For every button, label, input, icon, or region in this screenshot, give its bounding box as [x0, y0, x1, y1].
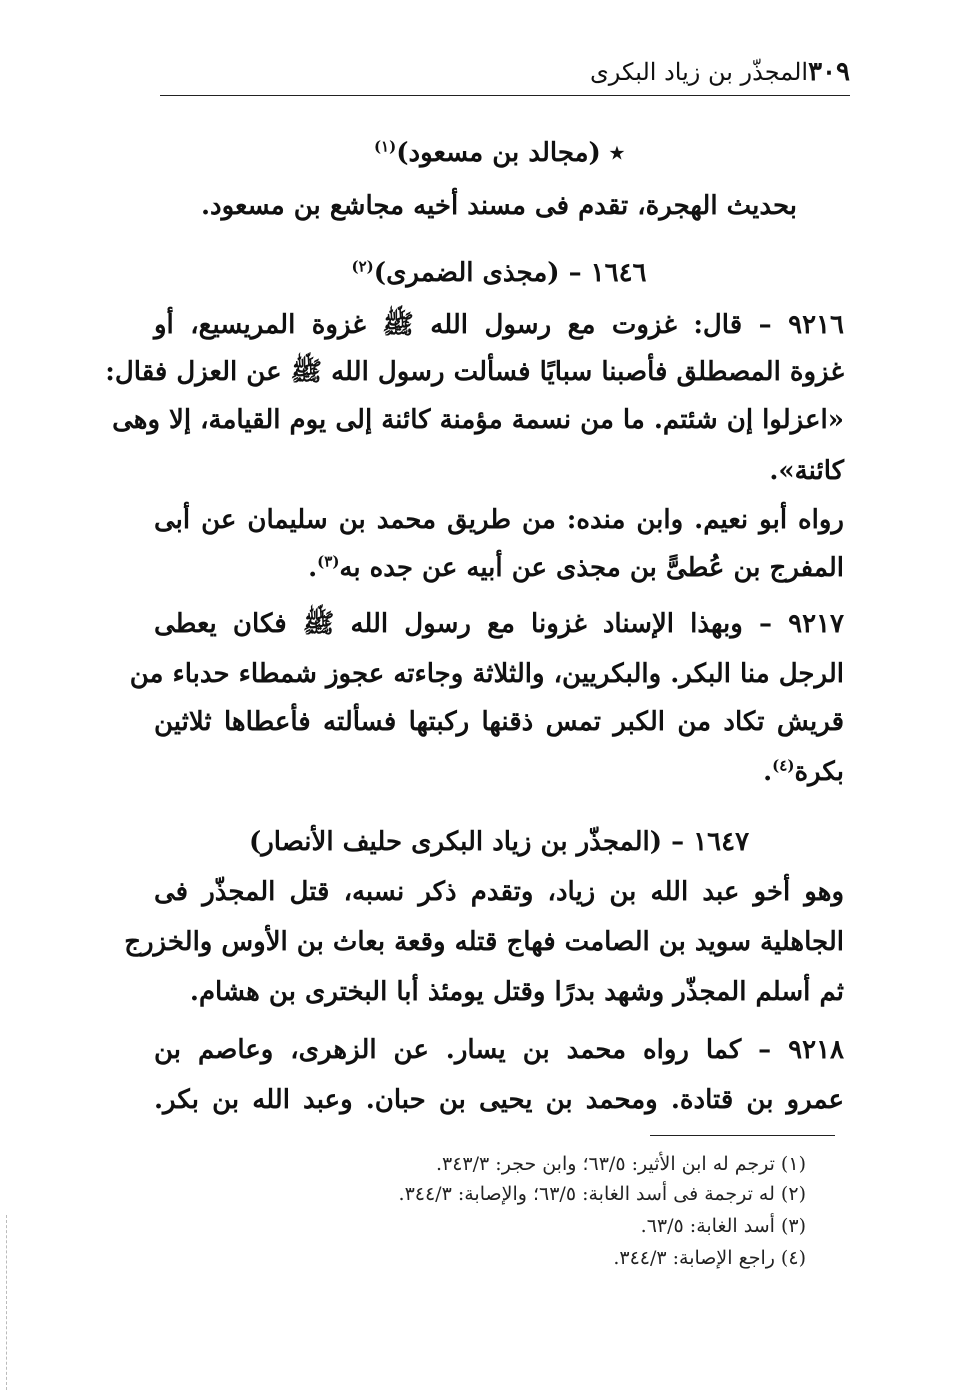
text-line: غزوة المصطلق فأصبنا سبايًا فسألت رسول الله ﷺ عن العزل فقال:	[105, 357, 844, 387]
text-line: بكرة$^{(٤)}$.	[763, 756, 844, 787]
page-number: ٣٠٩	[808, 57, 850, 87]
running-title: المجذّر بن زياد البكرى	[589, 58, 809, 86]
header-rule	[160, 95, 850, 96]
text-line: رواه أبو نعيم. وابن منده: من طريق محمد بن سليمان عن أبى	[154, 505, 844, 535]
hadith-9216: ٩٢١٦ – قال: غزوت مع رسول الله ﷺ غزوة المريسيع، أو	[154, 310, 844, 340]
text-line: وهو أخو عبد الله بن زياد، وتقدم ذكر نسبه، قتل المجذّر فى	[154, 877, 844, 907]
footnote-3: (٣) أسد الغابة: ٦٣/٥.	[640, 1215, 806, 1237]
text-line: عمرو بن قتادة. ومحمد بن يحيى بن حبان. وعبد الله بن بكر.	[154, 1085, 844, 1115]
running-header	[160, 52, 850, 92]
footnote-4: (٤) راجع الإصابة: ٣٤٤/٣.	[613, 1247, 806, 1269]
text-line: «اعزلوا إن شئتم. ما من نسمة مؤمنة كائنة إلى يوم القيامة، إلا وهى	[112, 405, 844, 435]
entry-heading-1646: ١٦٤٦ – (مجذى الضمرى)$^{(٢)}$	[351, 257, 647, 288]
text-line: كائنة».	[769, 456, 844, 486]
text-line: بحديث الهجرة، تقدم فى مسند أخيه مجاشع بن مسعود.	[200, 191, 798, 221]
entry-heading-mujalid: ٭ (مجالد بن مسعود)$^{(١)}$	[373, 137, 625, 168]
hadith-9217: ٩٢١٧ – وبهذا الإسناد غزونا مع رسول الله ﷺ فكان يعطى	[154, 609, 844, 639]
footnote-rule	[650, 1135, 835, 1136]
scan-edge-marks	[6, 1215, 9, 1390]
text-line: قريش تكاد من الكبر تمس ذقنها ركبتها فسألته فأعطاها ثلاثين	[154, 707, 844, 737]
text-line: الجاهلية سويد بن الصامت فهاج قتله وقعة بعاث بن الأوس والخزرج	[124, 927, 844, 957]
footnote-1: (١) ترجم له ابن الأثير: ٦٣/٥؛ وابن حجر: ٣٤٣/٣.	[435, 1153, 806, 1175]
text-line: المفرج بن عُطىًّ بن مجذى عن أبيه عن جده به$^{(٣)}$.	[308, 552, 844, 583]
text-line: الرجل منا البكر. والبكريين، والثلاثة وجاءته عجوز شمطاء حدباء من	[129, 659, 844, 689]
hadith-9218: ٩٢١٨ – كما رواه محمد بن يسار. عن الزهرى، وعاصم بن	[154, 1035, 844, 1065]
entry-heading-1647: ١٦٤٧ – (المجذّر بن زياد البكرى حليف الأنصار)	[248, 827, 750, 857]
text-line: ثم أسلم المجذّر وشهد بدرًا وقتل يومئذ أبا البخترى بن هشام.	[189, 977, 844, 1007]
footnote-2: (٢) له ترجمة فى أسد الغابة: ٦٣/٥؛ والإصابة: ٣٤٤/٣.	[398, 1183, 806, 1205]
